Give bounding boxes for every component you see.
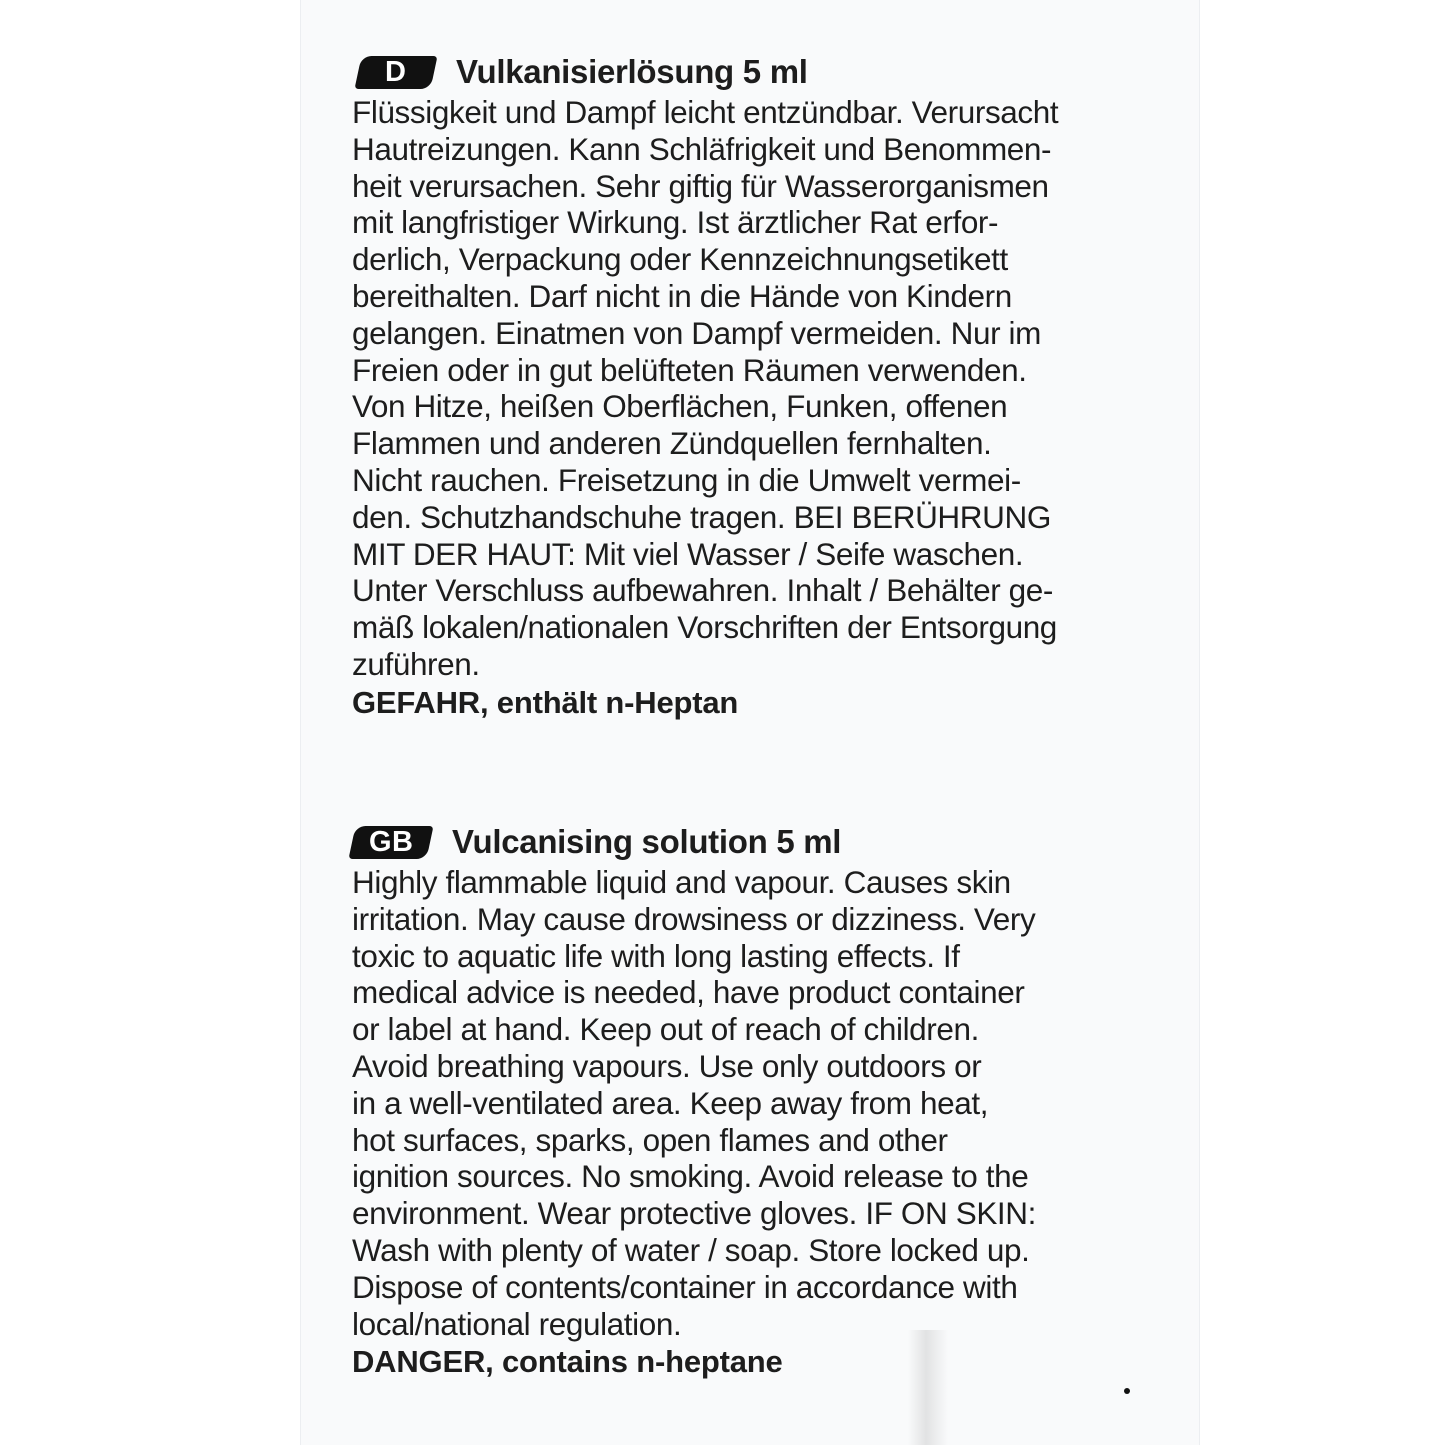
hazard-text-gb xyxy=(352,864,1152,1342)
text-line: Flüssigkeit und Dampf leicht entzündbar. Verursacht xyxy=(352,94,1059,130)
text-line: mit langfristiger Wirkung. Ist ärztlicher Rat erfor- xyxy=(352,204,999,241)
danger-statement-gb: DANGER, contains n-heptane xyxy=(352,1344,783,1380)
text-line: derlich, Verpackung oder Kennzeichnungsetikett xyxy=(352,241,1008,278)
text-line: mäß lokalen/nationalen Vorschriften der Entsorgung xyxy=(352,609,1057,646)
text-line: in a well-ventilated area. Keep away from heat, xyxy=(352,1084,989,1121)
text-line: environment. Wear protective gloves. IF ON SKIN: xyxy=(352,1195,1036,1232)
text-line: Freien oder in gut belüfteten Räumen verwenden. xyxy=(352,351,1027,388)
danger-statement-de: GEFAHR, enthält n-Heptan xyxy=(352,684,739,720)
text-line: zuführen. xyxy=(352,645,480,682)
section-english xyxy=(352,820,1152,1382)
text-line: Highly flammable liquid and vapour. Causes skin xyxy=(352,864,1011,900)
text-line: local/national regulation. xyxy=(352,1305,682,1342)
product-title-gb: Vulcanising solution 5 ml xyxy=(452,823,842,860)
hazard-text-de xyxy=(352,94,1152,683)
text-line: Flammen und anderen Zündquellen fernhalten. xyxy=(352,425,992,462)
text-line: irritation. May cause drowsiness or dizziness. Very xyxy=(352,900,1036,937)
product-title-de: Vulkanisierlösung 5 ml xyxy=(456,53,808,90)
section-german xyxy=(352,50,1152,723)
text-line: Hautreizungen. Kann Schläfrigkeit und Benommen- xyxy=(352,130,1052,167)
text-line: ignition sources. No smoking. Avoid release to the xyxy=(352,1158,1029,1195)
text-line: hot surfaces, sparks, open flames and other xyxy=(352,1121,948,1158)
section-heading xyxy=(352,50,1152,94)
section-heading xyxy=(352,820,1152,864)
text-line: or label at hand. Keep out of reach of children. xyxy=(352,1011,979,1048)
text-line: bereithalten. Darf nicht in die Hände von Kindern xyxy=(352,277,1012,314)
text-line: medical advice is needed, have product container xyxy=(352,974,1025,1011)
text-line: MIT DER HAUT: Mit viel Wasser / Seife waschen. xyxy=(352,535,1024,572)
text-line: toxic to aquatic life with long lasting effects. If xyxy=(352,937,960,974)
text-line: Von Hitze, heißen Oberflächen, Funken, offenen xyxy=(352,388,1008,425)
text-line: heit verursachen. Sehr giftig für Wasserorganismen xyxy=(352,167,1049,204)
text-line: gelangen. Einatmen von Dampf vermeiden. Nur im xyxy=(352,314,1041,351)
language-badge-de: D xyxy=(354,56,437,89)
ink-speck xyxy=(1124,1388,1130,1394)
language-badge-gb: GB xyxy=(348,826,433,859)
text-line: Nicht rauchen. Freisetzung in die Umwelt vermei- xyxy=(352,461,1021,498)
text-line: Wash with plenty of water / soap. Store locked up. xyxy=(352,1231,1030,1268)
text-line: den. Schutzhandschuhe tragen. BEI BERÜHRUNG xyxy=(352,498,1051,535)
text-line: Avoid breathing vapours. Use only outdoors or xyxy=(352,1047,982,1084)
text-line: Dispose of contents/container in accordance with xyxy=(352,1268,1018,1305)
text-line: Unter Verschluss aufbewahren. Inhalt / Behälter ge- xyxy=(352,572,1054,609)
